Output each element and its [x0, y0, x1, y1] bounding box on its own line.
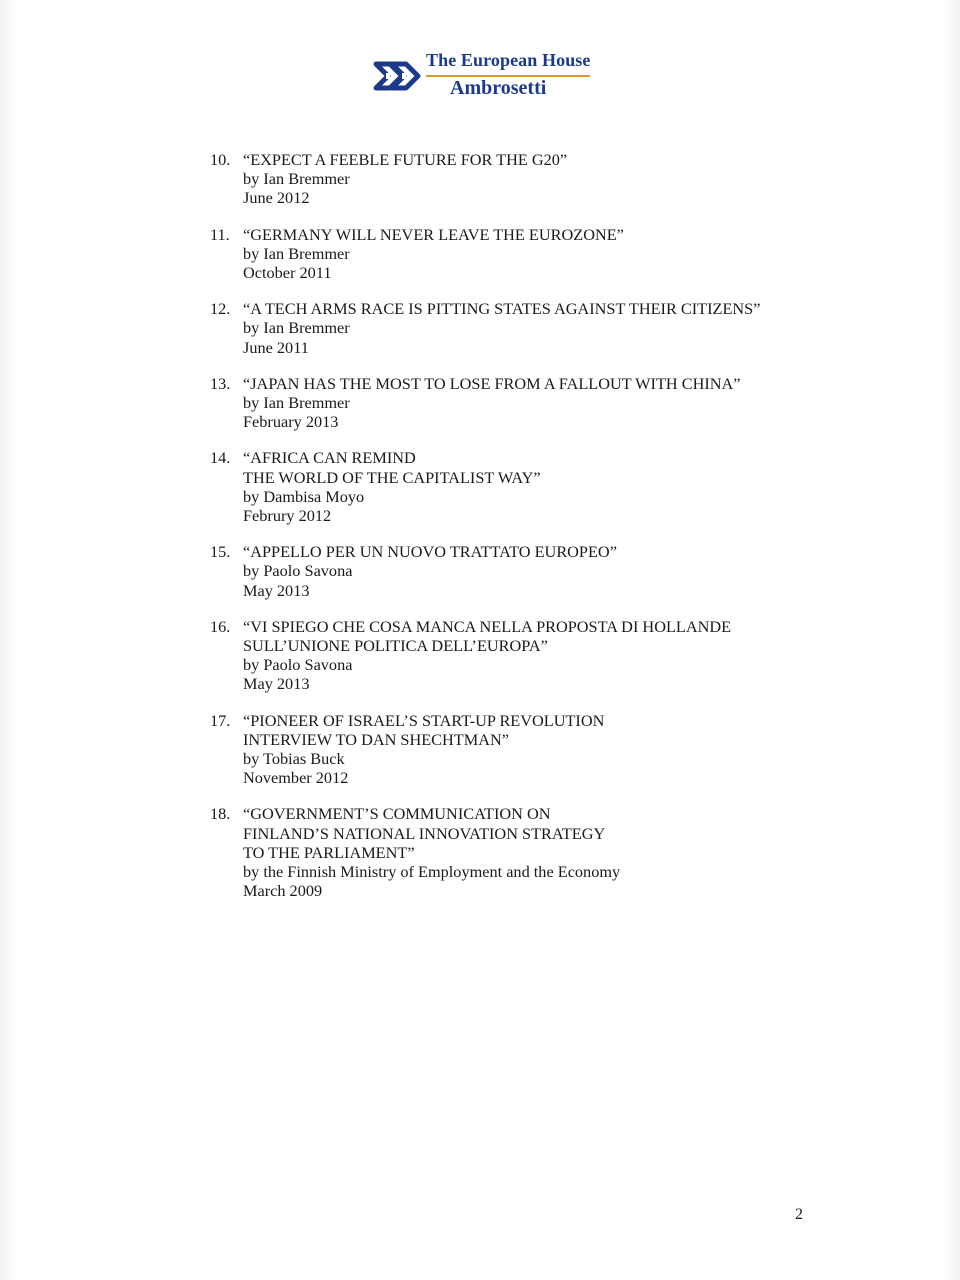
list-item: [210, 448, 810, 525]
reference-list: [210, 150, 810, 918]
item-date: March 2009: [243, 881, 323, 901]
item-number: 15.: [210, 542, 231, 562]
item-number: 12.: [210, 299, 231, 319]
item-author: by Dambisa Moyo: [243, 486, 365, 506]
item-title: “APPELLO PER UN NUOVO TRATTATO EUROPEO”: [243, 542, 617, 562]
list-item: [210, 804, 810, 900]
list-item: [210, 542, 810, 600]
item-author: by Ian Bremmer: [243, 318, 350, 338]
item-date: Februry 2012: [243, 506, 332, 526]
item-author: by Paolo Savona: [243, 561, 353, 581]
item-author: by Ian Bremmer: [243, 243, 350, 263]
item-title: SULL’UNIONE POLITICA DELL’EUROPA”: [243, 636, 548, 656]
item-title: “GERMANY WILL NEVER LEAVE THE EUROZONE”: [243, 224, 624, 244]
list-item: [210, 299, 810, 357]
item-title: “GOVERNMENT’S COMMUNICATION ON: [243, 804, 551, 824]
item-author: by Ian Bremmer: [243, 169, 350, 189]
list-item: [210, 150, 810, 208]
item-author: by Tobias Buck: [243, 749, 345, 769]
list-item: [210, 711, 810, 788]
company-logo: [372, 50, 594, 102]
item-title: “VI SPIEGO CHE COSA MANCA NELLA PROPOSTA DI HOLLANDE: [243, 616, 732, 636]
item-date: May 2013: [243, 674, 310, 694]
list-item: [210, 225, 810, 283]
page-number: 2: [795, 1206, 803, 1223]
list-item: [210, 374, 810, 432]
item-title: “A TECH ARMS RACE IS PITTING STATES AGAINST THEIR CITIZENS”: [243, 299, 761, 319]
item-author: by Ian Bremmer: [243, 393, 350, 413]
item-title: TO THE PARLIAMENT”: [243, 842, 415, 862]
item-number: 14.: [210, 448, 231, 468]
item-date: May 2013: [243, 580, 310, 600]
item-title: “PIONEER OF ISRAEL’S START-UP REVOLUTION: [243, 710, 605, 730]
item-date: October 2011: [243, 263, 332, 283]
item-number: 16.: [210, 616, 231, 636]
item-title: “EXPECT A FEEBLE FUTURE FOR THE G20”: [243, 150, 568, 169]
item-date: November 2012: [243, 768, 349, 788]
logo-text-line1: The European House: [426, 50, 591, 70]
item-title: INTERVIEW TO DAN SHECHTMAN”: [243, 729, 509, 749]
logo-mark-icon: [372, 56, 422, 96]
item-number: 11.: [210, 224, 230, 244]
item-title: “JAPAN HAS THE MOST TO LOSE FROM A FALLOUT WITH CHINA”: [243, 373, 741, 393]
item-title: FINLAND’S NATIONAL INNOVATION STRATEGY: [243, 823, 606, 843]
item-number: 17.: [210, 710, 231, 730]
logo-text-line2: Ambrosetti: [450, 77, 547, 99]
item-number: 10.: [210, 150, 231, 169]
item-title: THE WORLD OF THE CAPITALIST WAY”: [243, 467, 541, 487]
item-date: February 2013: [243, 412, 339, 432]
item-date: June 2011: [243, 337, 309, 357]
item-author: by Paolo Savona: [243, 655, 353, 675]
list-item: [210, 617, 810, 694]
item-number: 13.: [210, 373, 231, 393]
item-author: by the Finnish Ministry of Employment and the Economy: [243, 862, 621, 882]
item-number: 18.: [210, 804, 231, 824]
item-date: June 2012: [243, 188, 310, 208]
item-title: “AFRICA CAN REMIND: [243, 448, 416, 468]
